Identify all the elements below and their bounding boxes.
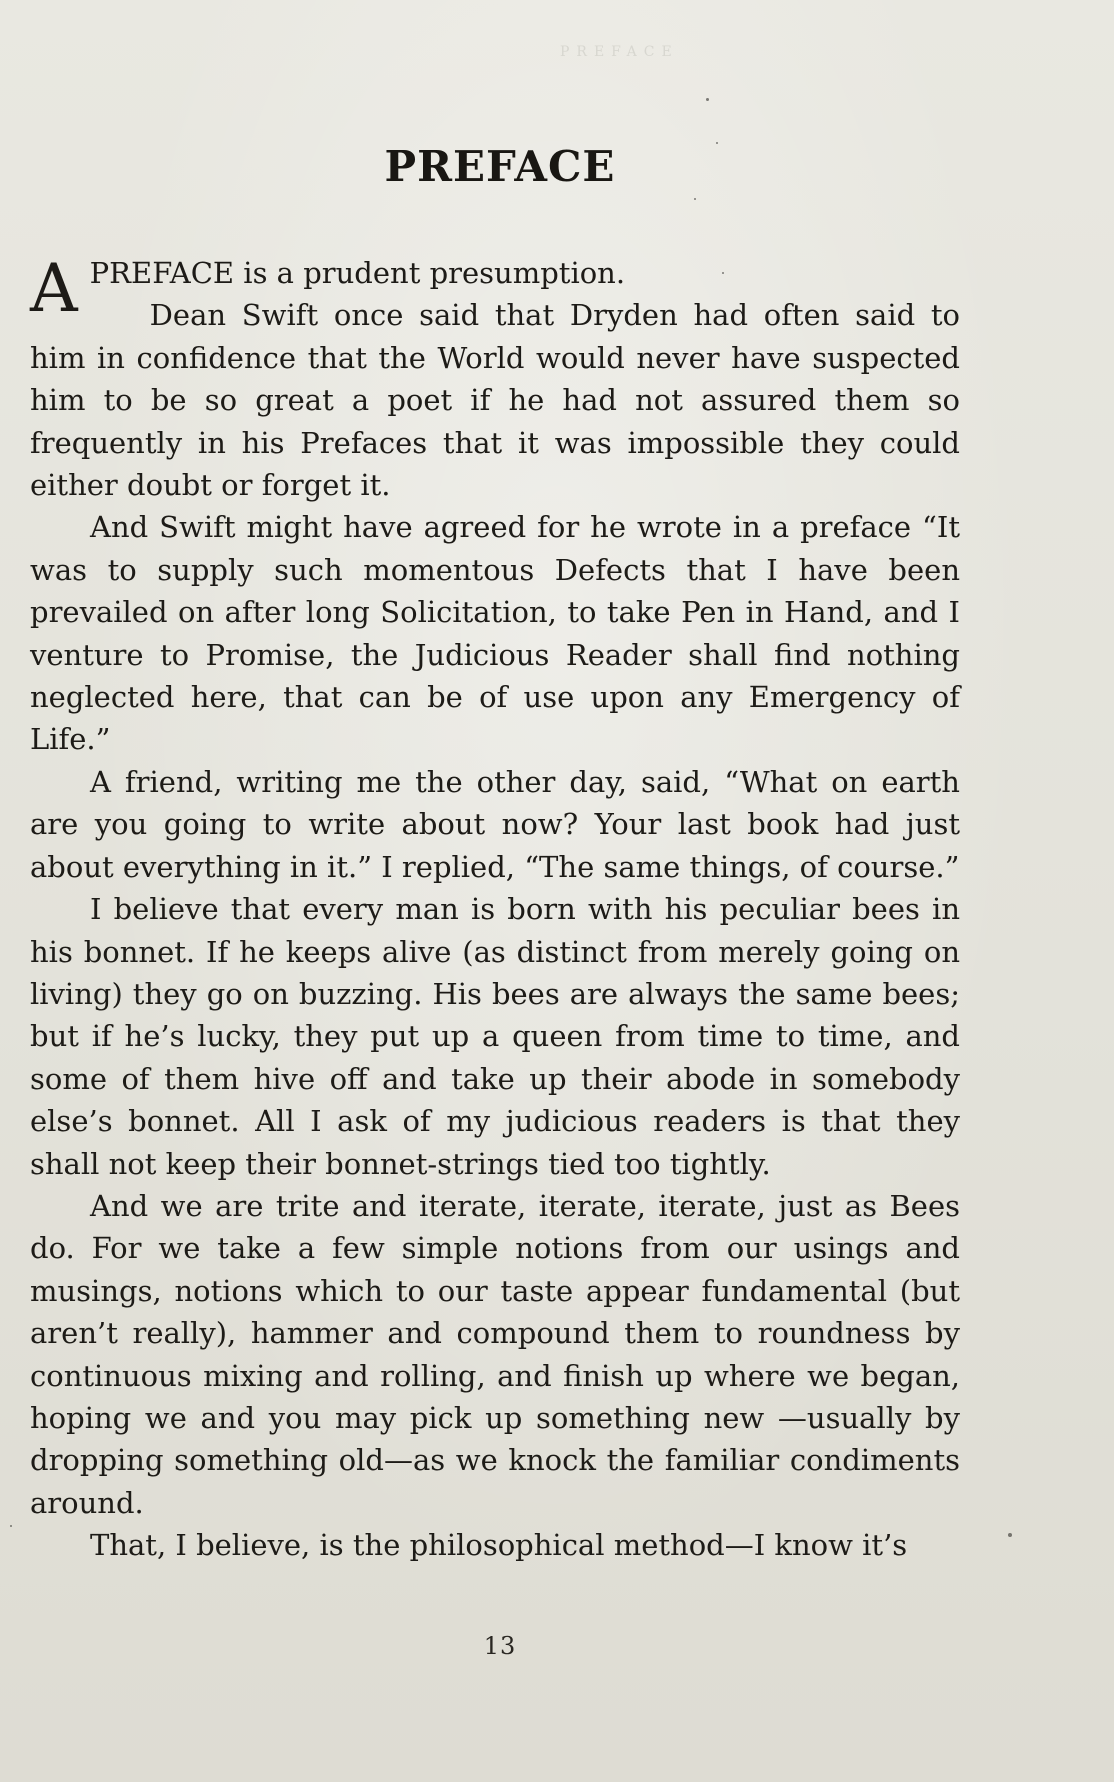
paper-speck xyxy=(716,142,718,144)
paper-speck xyxy=(722,272,724,274)
paragraph-6: And we are trite and iterate, iterate, iterate, just as Bees do. For we take a few simple notions from our usings and musings, notions which to our taste appear fundamental (but aren’t really), hammer and compound them to roundness by continuous mixing and rolling, and finish up where we began, hoping we and you may pick up something new —usually by dropping something old—as we knock the familiar condiments around. xyxy=(30,1188,960,1520)
drop-cap: A xyxy=(30,250,78,327)
paragraph-7: That, I believe, is the philosophical method—I know it’s xyxy=(90,1528,908,1563)
page-title: PREFACE xyxy=(384,142,616,191)
paper-speck xyxy=(1008,1533,1012,1537)
paragraph-2: Dean Swift once said that Dryden had often said to him in confidence that the World would never have suspected him to be so great a poet if he had not assured them so frequently in his Prefaces that it was impossible they could either doubt or forget it. xyxy=(30,298,960,503)
paper-speck xyxy=(10,1525,12,1527)
page-number: 13 xyxy=(483,1632,517,1660)
body-text xyxy=(30,252,960,1567)
paragraph-4: A friend, writing me the other day, said, “What on earth are you going to write about now? Your last book had just about everything in it.” I replied, “The same things, of course.” xyxy=(30,764,960,884)
paragraph-3: And Swift might have agreed for he wrote in a preface “It was to supply such momentous Defects that I have been prevailed on after long Solicitation, to take Pen in Hand, and I venture to Promise, the Judicious Reader shall find nothing neglected here, that can be of use upon any Emergency of Life.” xyxy=(30,510,960,757)
paragraph-1-text: PREFACE is a prudent presumption. xyxy=(89,256,626,290)
paper-speck xyxy=(706,98,709,101)
paragraph-5: I believe that every man is born with his peculiar bees in his bonnet. If he keeps alive (as distinct from merely going on living) they go on buzzing. His bees are always the same bees; but if he’s lucky, they put up a queen from time to time, and some of them hive off and take up their abode in somebody else’s bonnet. All I ask of my judicious readers is that they shall not keep their bonnet-strings tied too tightly. xyxy=(30,892,960,1181)
paragraph-1 xyxy=(30,250,960,327)
running-head-bleedthrough: PREFACE xyxy=(560,44,679,60)
paper-speck xyxy=(694,198,696,200)
